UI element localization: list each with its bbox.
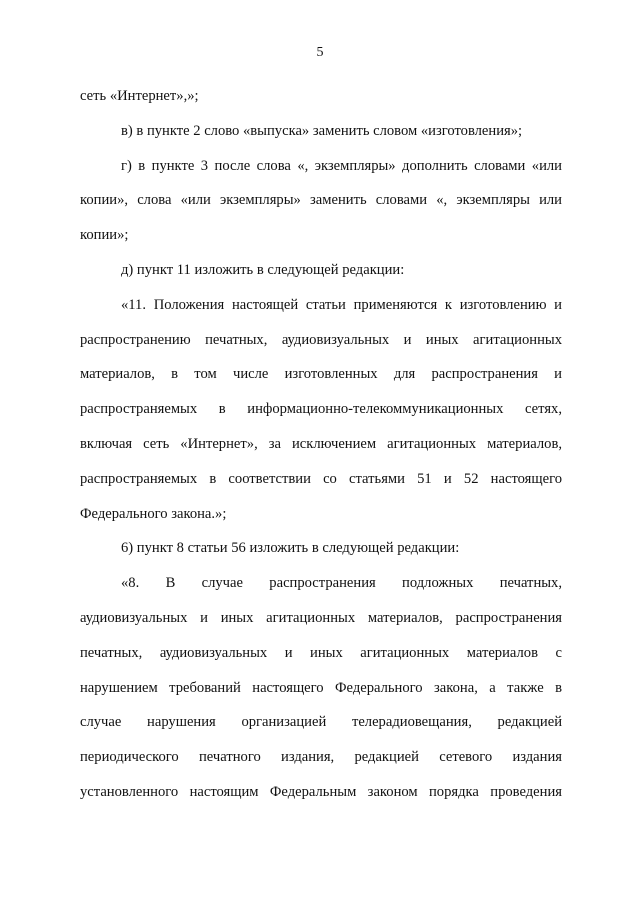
text-line: «8. В случае распространения подложных печатных, <box>121 575 562 592</box>
text-line: нарушением требований настоящего Федерального закона, а также в <box>80 679 562 696</box>
text-line: д) пункт 11 изложить в следующей редакции: <box>121 261 405 278</box>
text-line: «11. Положения настоящей статьи применяются к изготовлению и <box>121 296 562 313</box>
text-line: распространению печатных, аудиовизуальных и иных агитационных <box>80 331 562 348</box>
text-line: распространяемых в соответствии со статьями 51 и 52 настоящего <box>80 470 562 487</box>
document-body <box>80 79 562 810</box>
text-line: случае нарушения организацией телерадиовещания, редакцией <box>80 714 562 731</box>
text-line: печатных, аудиовизуальных и иных агитационных материалов с <box>80 644 562 661</box>
text-line: в) в пункте 2 слово «выпуска» заменить словом «изготовления»; <box>121 122 523 139</box>
text-line: периодического печатного издания, редакцией сетевого издания <box>80 749 562 766</box>
text-line: распространяемых в информационно-телекоммуникационных сетях, <box>80 401 562 418</box>
text-line: материалов, в том числе изготовленных для распространения и <box>80 366 562 383</box>
text-line: копии», слова «или экземпляры» заменить словами «, экземпляры или <box>80 192 562 209</box>
text-line: установленного настоящим Федеральным законом порядка проведения <box>80 783 562 800</box>
page-number: 5 <box>316 45 324 60</box>
text-line: сеть «Интернет»,»; <box>80 88 199 104</box>
text-line: Федерального закона.»; <box>80 505 227 522</box>
text-line: г) в пункте 3 после слова «, экземпляры» дополнить словами «или <box>121 157 562 174</box>
text-line: 6) пункт 8 статьи 56 изложить в следующей редакции: <box>121 540 460 557</box>
text-line: аудиовизуальных и иных агитационных материалов, распространения <box>80 609 562 626</box>
text-line: включая сеть «Интернет», за исключением агитационных материалов, <box>80 435 562 452</box>
text-line: копии»; <box>80 227 129 244</box>
